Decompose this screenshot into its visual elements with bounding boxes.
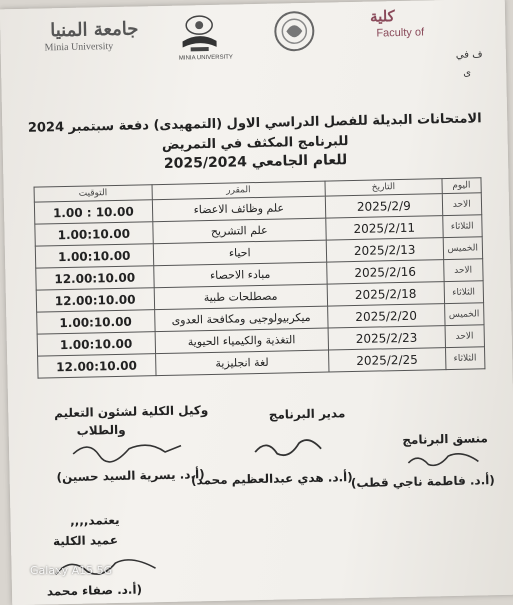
cell-time: 1.00:10.00 [35, 222, 153, 246]
university-name-arabic: جامعة المنيا [50, 18, 139, 42]
vice-dean-title-line2: والطلاب [76, 422, 126, 438]
corner-logo-text: كلية [369, 8, 395, 26]
header-course: المقرر [152, 181, 326, 200]
corner-text-line: ف في [455, 49, 483, 61]
logo-caption: MINIA UNIVERSITY [178, 54, 233, 62]
cell-course: علم وظائف الاعضاء [152, 196, 326, 222]
coordinator-title: منسق البرنامج [402, 431, 489, 448]
cell-date: 2025/2/23 [328, 326, 445, 350]
document-title-line3: للعام الجامعي 2025/2024 [163, 152, 348, 172]
director-name: (أ.د. هدي عبدالعظيم محمد) [190, 470, 353, 488]
cell-course: لغة انجليزية [155, 350, 329, 376]
camera-watermark: Galaxy A15 5G [30, 564, 113, 577]
cell-course: ميكربيولوجيى ومكافحة العدوى [154, 306, 328, 332]
director-signature [249, 431, 330, 463]
cell-time: 12.00:10.00 [38, 354, 156, 378]
cell-day: الخميس [443, 237, 483, 260]
cell-day: الثلاثاء [444, 281, 484, 304]
cell-day: الاحد [442, 193, 482, 216]
vice-dean-signature [69, 433, 190, 464]
cell-date: 2025/2/18 [327, 282, 444, 306]
coordinator-signature [404, 447, 484, 471]
cell-date: 2025/2/13 [326, 238, 443, 262]
cell-course: التغذية والكيمياء الحيوية [155, 328, 329, 354]
cell-day: الاحد [443, 259, 483, 282]
director-title: مدير البرنامج [268, 406, 346, 422]
cell-date: 2025/2/20 [328, 304, 445, 328]
cell-time: 1.00:10.00 [37, 332, 155, 356]
cell-date: 2025/2/25 [329, 348, 446, 372]
corner-text-line: ى [463, 67, 472, 79]
cell-day: الخميس [444, 303, 484, 326]
cell-time: 12.00:10.00 [36, 266, 154, 290]
header-date: التاريخ [325, 179, 442, 196]
cell-time: 1.00:10.00 [35, 244, 153, 268]
cell-date: 2025/2/16 [327, 260, 444, 284]
cell-day: الثلاثاء [445, 347, 485, 370]
approval-text: يعتمد,,,, [70, 512, 120, 528]
cell-time: 1.00:10.00 [37, 310, 155, 334]
coordinator-name: (أ.د. فاطمة ناجي قطب) [350, 473, 495, 491]
corner-faculty-en: Faculty of [376, 26, 425, 40]
cell-course: علم التشريح [152, 218, 326, 244]
vice-dean-name: (أ.د. يسرية السيد حسين) [56, 467, 205, 485]
dean-name: (أ.د. صفاء محمد [46, 582, 143, 599]
document-title-line2: للبرنامج المكثف في التمريض [161, 134, 349, 153]
university-name-english: Minia University [44, 40, 114, 54]
vice-dean-title: وكيل الكلية لشئون التعليم [53, 403, 209, 421]
document-title-line1: الامتحانات البديلة للفصل الدراسي الاول (التمهيدى) دفعة سبتمبر 2024 [27, 111, 482, 136]
minia-university-logo [168, 11, 231, 58]
cell-date: 2025/2/11 [326, 216, 443, 240]
cell-day: الثلاثاء [442, 215, 482, 238]
dean-title: عميد الكلية [52, 532, 119, 549]
faculty-seal-icon [272, 9, 317, 54]
cell-course: احياء [153, 240, 327, 266]
header-day: اليوم [442, 178, 482, 194]
cell-time: 1.00 : 10.00 [34, 200, 152, 224]
cell-course: مبادء الاحصاء [153, 262, 327, 288]
header-time: التوقيت [34, 185, 152, 202]
cell-course: مصطلحات طبية [154, 284, 328, 310]
exam-schedule-table [34, 177, 486, 378]
cell-time: 12.00:10.00 [36, 288, 154, 312]
cell-date: 2025/2/9 [325, 194, 442, 218]
cell-day: الاحد [445, 325, 485, 348]
